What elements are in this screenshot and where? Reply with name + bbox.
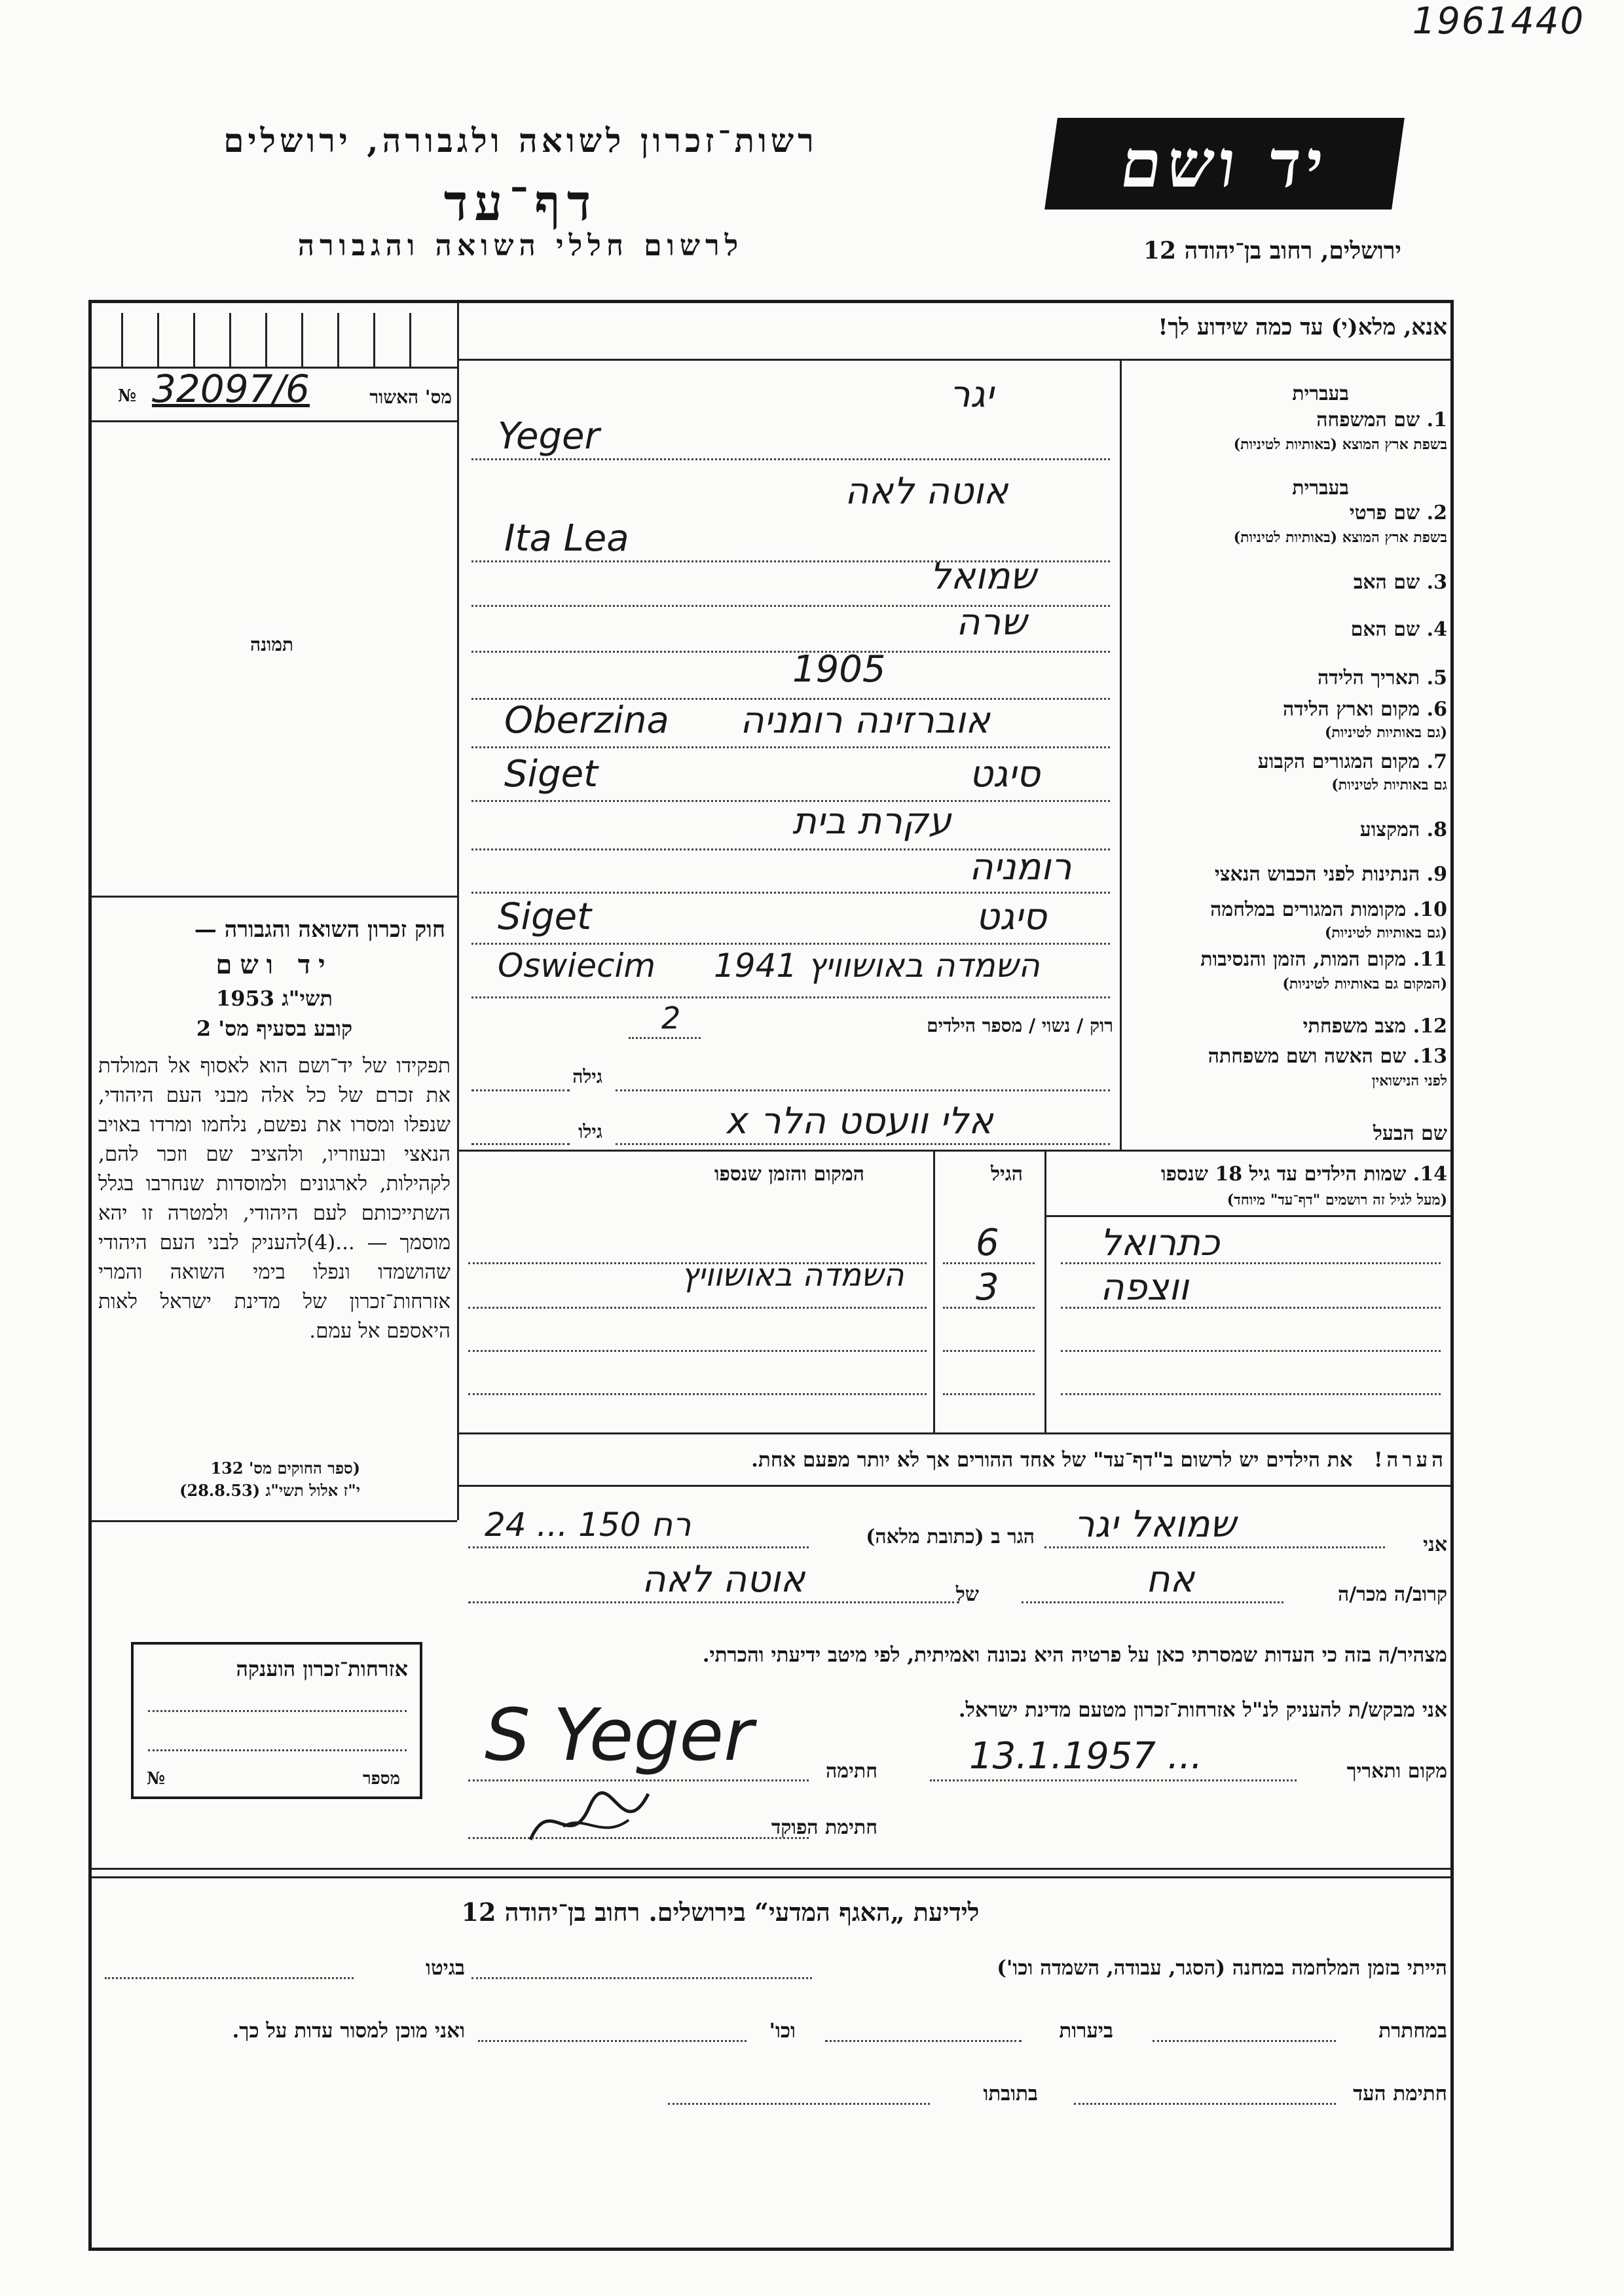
citizenship-number-label: מספר <box>362 1769 400 1789</box>
bottom-notice: לידיעת „האגף המדעי“ בירושלים. רחוב בן־יהודה 12 <box>461 1897 980 1927</box>
marital-options: רוק / נשוי / מספר הילדים <box>927 1015 1113 1036</box>
signature-label: חתימה <box>826 1760 877 1783</box>
mother-name[interactable]: שרה <box>956 601 1027 644</box>
death-details-hebrew[interactable]: השמדה באושוויץ 1941 <box>714 947 1040 985</box>
form-title: דף־עד <box>443 173 598 232</box>
yad-vashem-logo <box>1044 118 1405 210</box>
children-count[interactable]: 2 <box>661 1000 681 1036</box>
field-6-sub: (גם באותיות לטיניות) <box>1324 724 1447 741</box>
wartime-residence-hebrew[interactable]: סיגט <box>976 896 1047 938</box>
children-note: (מעל לגיל זה רושמים "דף־עד" מיוחד) <box>1227 1192 1447 1209</box>
death-place-latin[interactable]: Oswiecim <box>498 947 656 985</box>
child-1-name[interactable]: כתרואל <box>1100 1222 1220 1264</box>
field-1-label: 1. שם המשפחה <box>1316 409 1447 431</box>
declarant-name[interactable]: שמואל יגר <box>1074 1503 1236 1546</box>
testimony-label: ואני מוכן למסור עדות על כך. <box>232 2019 465 2043</box>
citizenship-title: אזרחות־זכרון הוענקה <box>236 1656 408 1681</box>
law-ref-2: י"ז אלול תשי"ג (28.8.53) <box>179 1481 360 1500</box>
wife-age-label: גילה <box>572 1066 602 1087</box>
law-year: תשי"ג 1953 <box>216 986 333 1011</box>
form-subtitle: לרשום חללי השואה והגבורה <box>297 229 744 263</box>
signature-value[interactable]: S Yeger <box>485 1693 754 1777</box>
note-text: את הילדים יש לרשום ב"דף־עד" של אחד ההורים אך לא יותר מפעם אחת. <box>751 1448 1353 1472</box>
note-line <box>751 1448 1447 1472</box>
declaration-text: מצהיר/ה בזה כי העדות שמסרתי כאן על פרטיה היא נכונה ואמיתית, לפי מיטב ידיעתי והכרתי. <box>702 1643 1447 1667</box>
nationality[interactable]: רומניה <box>969 846 1072 888</box>
logo-text: יד ושם <box>1115 125 1334 202</box>
field-8-label: 8. המקצוע <box>1359 818 1447 841</box>
resides-label: הגר ב (כתובת מלאה) <box>866 1525 1035 1548</box>
wartime-residence-latin[interactable]: Siget <box>498 896 592 938</box>
forests-label: ביערות <box>1059 2019 1113 2043</box>
witness-signature-label: חתימת העד <box>1353 2082 1447 2105</box>
relation-value[interactable]: אח <box>1146 1558 1195 1601</box>
field-1-sub: בשפת ארץ המוצא (באותיות לטיניות) <box>1233 436 1447 453</box>
children-title: 14. שמות הילדים עד גיל 18 שנספו <box>1160 1163 1447 1186</box>
photo-label: תמונה <box>249 634 294 655</box>
children-place-header: המקום והזמן שנספו <box>714 1163 864 1186</box>
field-6-label: 6. מקום וארץ הלידה <box>1282 698 1447 721</box>
of-label: של <box>955 1583 979 1606</box>
ghetto-label: בגיטו <box>426 1956 465 1980</box>
husband-age-label: גילו <box>578 1121 602 1142</box>
law-section: קובע בסעיף מס' 2 <box>196 1016 353 1041</box>
place-date-value[interactable]: 13.1.1957 ... <box>969 1735 1203 1777</box>
residence-latin[interactable]: Siget <box>504 753 599 795</box>
witness-address-label: בתובתו <box>983 2082 1038 2105</box>
child-1-age[interactable]: 6 <box>976 1222 999 1264</box>
declarant-ani: אני <box>1423 1533 1447 1556</box>
field-4-label: 4. שם האם <box>1350 618 1447 641</box>
child-2-place[interactable]: השמדה באושוויץ <box>681 1257 904 1294</box>
no-symbol: № <box>118 386 137 406</box>
law-org: יד ושם <box>215 949 333 980</box>
field-10-sub: (גם באותיות לטיניות) <box>1324 924 1447 941</box>
children-age-header: הגיל <box>990 1163 1023 1186</box>
declarant-address[interactable]: 24 ... רח 150 <box>485 1506 692 1544</box>
field-7-sub: גם באותיות לטיניות) <box>1331 776 1447 793</box>
family-name-hebrew[interactable]: יגר <box>950 373 994 416</box>
of-value[interactable]: אוטה לאה <box>642 1558 805 1601</box>
law-text: תפקידו של יד־ושם הוא לאסוף אל המולדת את זכרם של כל אלה מבני העם היהודי, שנפלו ומסרו את נפשם, נלחמו ומרדו באויב הנאצי ובעוזריו, ולהציב שם וזכר להם, לקהילות, לארגונים ולמוסדות שנחרבו בגלל השתייכותם לעם היהודי, ולמטרה זו יהא מוסמך — ...(4)להעניק לבני העם היהודי שהושמדו ונפלו בימי השואה והמרי אזרחות־זכרון של מדינת ישראל לאות היאספם אל עמם. <box>98 1054 451 1343</box>
husband-name[interactable]: אלי וועסט הלר x <box>727 1100 993 1142</box>
field-3-label: 3. שם האב <box>1353 571 1447 594</box>
field-7-label: 7. מקום המגורים הקבוע <box>1257 750 1447 773</box>
approval-number[interactable]: 32097/6 <box>152 367 310 411</box>
officer-signature-scribble <box>524 1781 655 1855</box>
occupation[interactable]: עקרת בית <box>792 800 951 843</box>
archive-number: 1961440 <box>1412 0 1585 43</box>
law-ref-1: (ספר החוקים מס' 132 <box>210 1459 360 1478</box>
field-5-label: 5. תאריך הלידה <box>1318 666 1447 689</box>
place-date-label: מקום ותאריך <box>1346 1760 1447 1783</box>
citizenship-box <box>131 1642 422 1799</box>
request-text: אני מבקש/ת להעניק לנ"ל אזרחות־זכרון מטעם מדינת ישראל. <box>958 1698 1447 1722</box>
residence-hebrew[interactable]: סיגט <box>969 753 1041 795</box>
relative-label: קרוב/ה מכר/ה <box>1338 1583 1447 1606</box>
institution-line: רשות־זכרון לשואה ולגבורה, ירושלים <box>223 121 818 160</box>
officer-label: חתימת הפוקד <box>771 1816 877 1839</box>
birthplace-latin[interactable]: Oberzina <box>504 699 669 742</box>
family-name-latin[interactable]: Yeger <box>498 415 600 458</box>
header-address: ירושלים, רחוב בן־יהודה 12 <box>1143 237 1401 264</box>
instructions: אנא, מלא(י) עד כמה שידוע לך! <box>1158 314 1447 340</box>
child-2-name[interactable]: ווצפה <box>1100 1266 1189 1309</box>
father-name[interactable]: שמואל <box>930 555 1037 598</box>
husband-label: שם הבעל <box>1373 1122 1447 1145</box>
field-11-label: 11. מקום המות, הזמן והנסיבות <box>1200 948 1447 971</box>
field-10-label: 10. מקומות המגורים במלחמה <box>1210 898 1447 921</box>
field-2-label: 2. שם פרטי <box>1349 501 1447 524</box>
birth-date[interactable]: 1905 <box>792 648 886 691</box>
approval-label: מס' האשור <box>369 386 452 408</box>
field-11-sub: (המקום גם באותיות לטיניות) <box>1282 975 1447 993</box>
field-9-label: 9. הנתינות לפני הכבוש הנאצי <box>1214 863 1447 886</box>
child-2-age[interactable]: 3 <box>976 1266 999 1309</box>
field-1-heb-tag: בעברית <box>1292 382 1349 405</box>
field-13-label: 13. שם האשה ושם משפחתה <box>1208 1045 1447 1068</box>
etc-label: וכו' <box>769 2019 796 2043</box>
first-name-hebrew[interactable]: אוטה לאה <box>845 470 1008 513</box>
note-title: הערה! <box>1373 1448 1447 1472</box>
field-2-sub: בשפת ארץ המוצא (באותיות לטיניות) <box>1233 529 1447 546</box>
underground-label: במחתרת <box>1378 2019 1447 2043</box>
citizenship-no-symbol: № <box>147 1769 166 1789</box>
birthplace-hebrew[interactable]: אוברזינה רומניה <box>740 699 990 742</box>
field-13-sub: לפני הנישואין <box>1371 1072 1447 1089</box>
law-title: חוק זכרון השואה והגבורה — <box>194 917 445 943</box>
field-12-label: 12. מצב משפחתי <box>1302 1015 1447 1038</box>
field-2-heb-tag: בעברית <box>1292 477 1349 500</box>
first-name-latin[interactable]: Ita Lea <box>504 517 629 560</box>
camp-label: הייתי בזמן המלחמה במחנה (הסגר, עבודה, השמדה וכו') <box>997 1956 1447 1980</box>
